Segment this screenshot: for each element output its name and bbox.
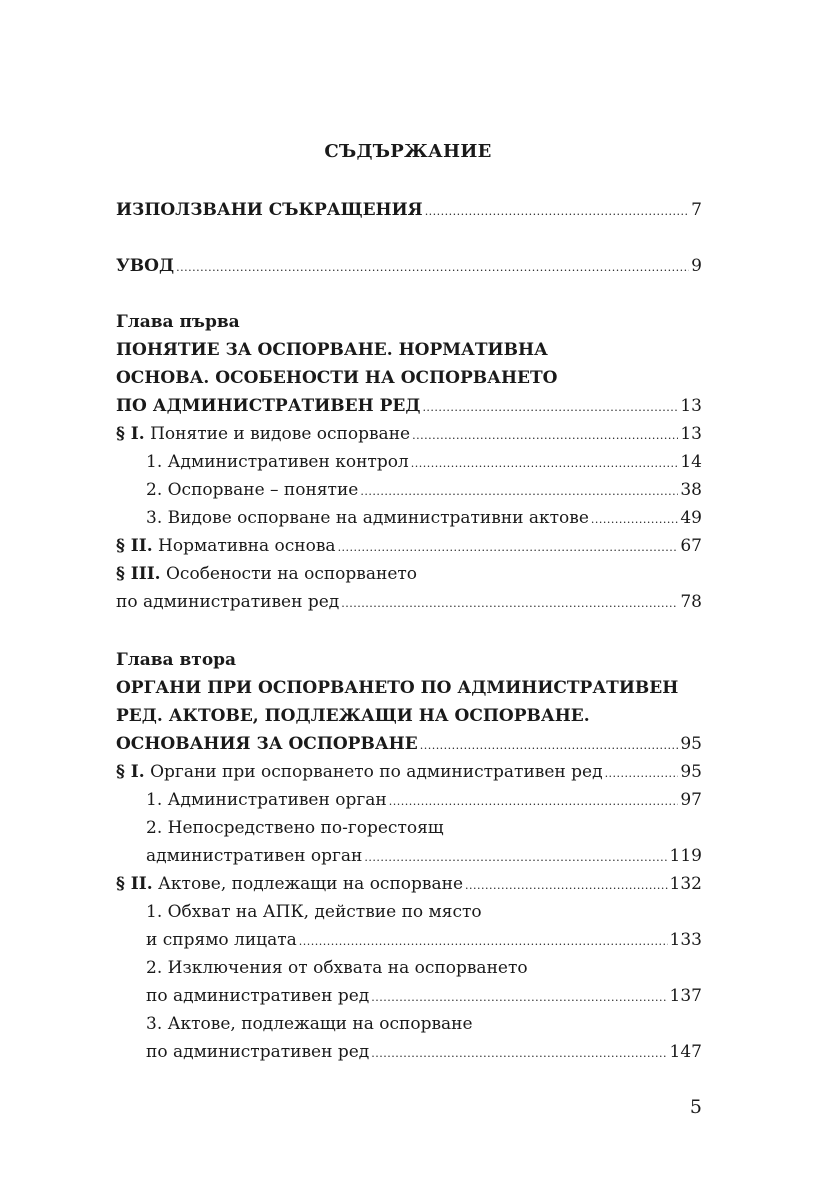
entry-page: 95 <box>680 734 702 754</box>
toc-entry-ch2-section2[interactable] <box>116 870 702 898</box>
entry-page: 13 <box>680 396 702 416</box>
entry-page: 49 <box>680 508 702 528</box>
entry-page: 67 <box>680 536 702 556</box>
entry-page: 78 <box>680 592 702 612</box>
entry-title: 1. Административен орган <box>146 790 387 810</box>
toc-entry-ch2-s2-2-line1[interactable] <box>146 954 702 982</box>
section-number: § I. <box>116 762 145 782</box>
toc-entry-ch2-s2-1-line1[interactable] <box>146 898 702 926</box>
dot-leader <box>465 870 668 898</box>
entry-title: УВОД <box>116 256 175 276</box>
toc-entry-ch1-section1[interactable] <box>116 420 702 448</box>
entry-page: 95 <box>680 762 702 782</box>
entry-title: ОСНОВАНИЯ ЗА ОСПОРВАНЕ <box>116 734 418 754</box>
dot-leader <box>422 392 678 420</box>
toc-entry-ch2-s2-1[interactable] <box>146 926 702 954</box>
entry-title: 1. Административен контрол <box>146 452 409 472</box>
entry-page: 119 <box>669 846 702 866</box>
toc-entry-chapter1[interactable] <box>116 392 702 420</box>
page-number: 5 <box>689 1096 702 1118</box>
entry-title: Понятие и видове оспорване <box>150 424 411 444</box>
toc-entry-ch2-s1-2[interactable] <box>146 842 702 870</box>
section-number: § I. <box>116 424 145 444</box>
chapter-title-line: ОРГАНИ ПРИ ОСПОРВАНЕТО ПО АДМИНИСТРАТИВЕН <box>116 678 679 698</box>
dot-leader <box>412 420 678 448</box>
dot-leader <box>591 504 678 532</box>
dot-leader <box>364 842 667 870</box>
toc-entry-ch2-s1-1[interactable] <box>146 786 702 814</box>
entry-page: 7 <box>691 200 702 220</box>
chapter-label: Глава първа <box>116 312 240 332</box>
dot-leader <box>360 476 678 504</box>
entry-title: 2. Изключения от обхвата на оспорването <box>146 958 528 978</box>
entry-title: ИЗПОЛЗВАНИ СЪКРАЩЕНИЯ <box>116 200 423 220</box>
chapter-label: Глава втора <box>116 650 237 670</box>
entry-page: 38 <box>680 480 702 500</box>
entry-title: 2. Оспорване – понятие <box>146 480 359 500</box>
entry-page: 9 <box>691 256 702 276</box>
dot-leader <box>338 532 679 560</box>
toc-entry-abbreviations[interactable] <box>116 196 702 224</box>
toc-entry-ch2-section1[interactable] <box>116 758 702 786</box>
dot-leader <box>420 730 679 758</box>
entry-page: 132 <box>669 874 702 894</box>
dot-leader <box>341 588 678 616</box>
entry-title: Особености на оспорването <box>166 564 418 584</box>
dot-leader <box>389 786 679 814</box>
dot-leader <box>411 448 679 476</box>
entry-title: 3. Актове, подлежащи на оспорване <box>146 1014 473 1034</box>
entry-page: 14 <box>680 452 702 472</box>
entry-title: Актове, подлежащи на оспорване <box>158 874 464 894</box>
entry-title: 2. Непосредствено по-горестоящ <box>146 818 444 838</box>
chapter-title-line: ПОНЯТИЕ ЗА ОСПОРВАНЕ. НОРМАТИВНА <box>116 340 548 360</box>
toc-entry-ch2-s2-3-line1[interactable] <box>146 1010 702 1038</box>
entry-page: 13 <box>680 424 702 444</box>
entry-title: по административен ред <box>116 592 340 612</box>
entry-page: 137 <box>669 986 702 1006</box>
entry-title: ПО АДМИНИСТРАТИВЕН РЕД <box>116 396 421 416</box>
section-number: § II. <box>116 874 153 894</box>
toc-entry-ch1-section3[interactable] <box>116 588 702 616</box>
toc-entry-ch1-s1-2[interactable] <box>146 476 702 504</box>
toc-title: СЪДЪРЖАНИЕ <box>324 141 492 162</box>
dot-leader <box>425 196 689 224</box>
dot-leader <box>371 982 667 1010</box>
entry-page: 133 <box>669 930 702 950</box>
toc-entry-ch2-s1-2-line1[interactable] <box>146 814 702 842</box>
entry-title: и спрямо лицата <box>146 930 297 950</box>
dot-leader <box>176 252 689 280</box>
toc-entry-ch1-section3-line1[interactable] <box>116 560 702 588</box>
entry-page: 97 <box>680 790 702 810</box>
toc-entry-chapter2[interactable] <box>116 730 702 758</box>
toc-entry-ch1-section2[interactable] <box>116 532 702 560</box>
chapter-title-line: ОСНОВА. ОСОБЕНОСТИ НА ОСПОРВАНЕТО <box>116 368 558 388</box>
section-number: § II. <box>116 536 153 556</box>
entry-title: 3. Видове оспорване на административни актове <box>146 508 589 528</box>
entry-title: по административен ред <box>146 986 370 1006</box>
toc-entry-ch1-s1-3[interactable] <box>146 504 702 532</box>
entry-title: Органи при оспорването по административен ред <box>150 762 603 782</box>
section-number: § III. <box>116 564 161 584</box>
toc-entry-ch2-s2-3[interactable] <box>146 1038 702 1066</box>
toc-entry-intro[interactable] <box>116 252 702 280</box>
toc-entry-ch2-s2-2[interactable] <box>146 982 702 1010</box>
entry-title: административен орган <box>146 846 363 866</box>
chapter-title-line: РЕД. АКТОВЕ, ПОДЛЕЖАЩИ НА ОСПОРВАНЕ. <box>116 706 590 726</box>
entry-page: 147 <box>669 1042 702 1062</box>
entry-title: 1. Обхват на АПК, действие по място <box>146 902 482 922</box>
entry-title: Нормативна основа <box>158 536 336 556</box>
dot-leader <box>371 1038 667 1066</box>
entry-title: по административен ред <box>146 1042 370 1062</box>
dot-leader <box>299 926 668 954</box>
dot-leader <box>605 758 679 786</box>
toc-entry-ch1-s1-1[interactable] <box>146 448 702 476</box>
